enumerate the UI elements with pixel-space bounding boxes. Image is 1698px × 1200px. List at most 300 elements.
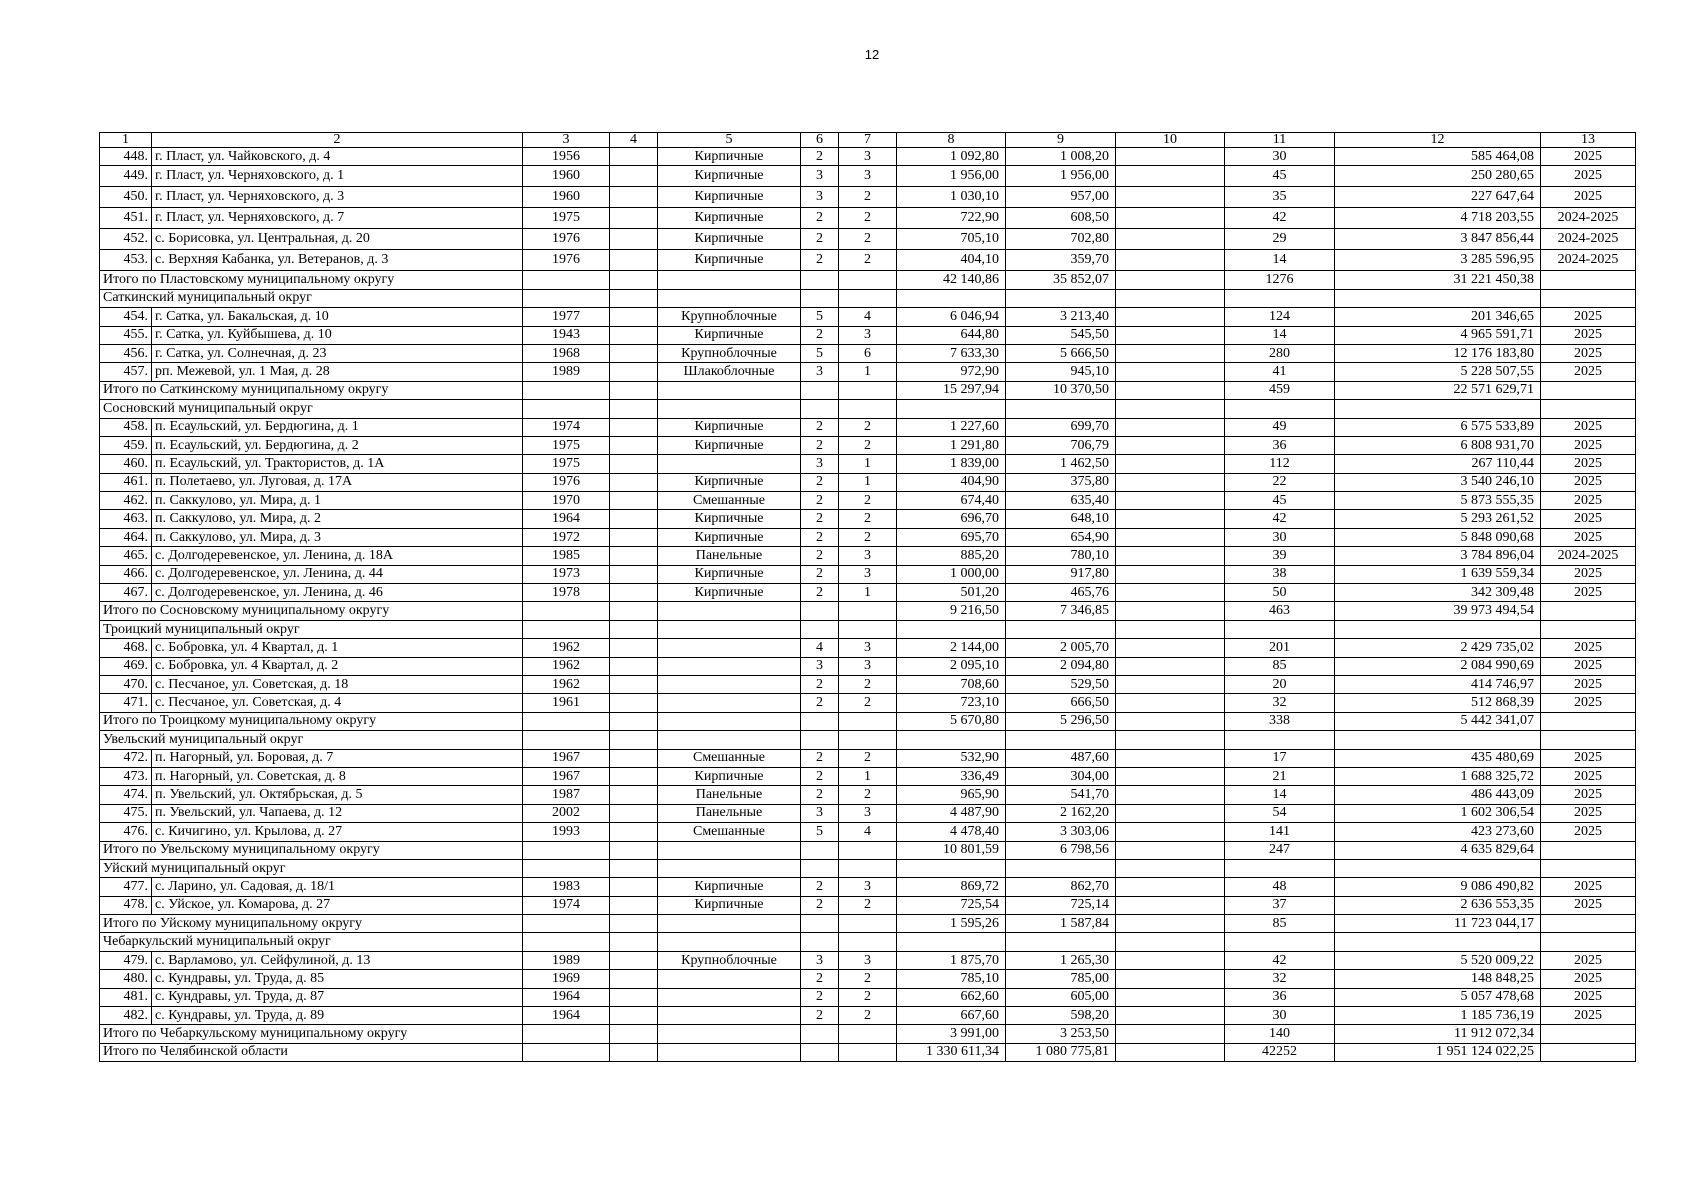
- table-cell: 2: [801, 510, 839, 528]
- table-row: [100, 547, 1636, 565]
- table-cell: [658, 712, 801, 730]
- table-cell: с. Кичигино, ул. Крылова, д. 27: [152, 823, 523, 841]
- table-cell: [1116, 859, 1225, 877]
- table-cell: [1116, 823, 1225, 841]
- table-cell: [658, 970, 801, 988]
- table-row: [100, 166, 1636, 187]
- table-cell: 2025: [1541, 308, 1636, 326]
- table-cell: 1 008,20: [1006, 148, 1116, 166]
- table-cell: [839, 712, 897, 730]
- table-cell: 2 636 553,35: [1335, 896, 1541, 914]
- table-cell: 48: [1225, 878, 1335, 896]
- table-cell: 482.: [100, 1007, 152, 1025]
- table-cell: 2: [801, 229, 839, 250]
- table-cell: [523, 620, 610, 638]
- table-cell: [658, 271, 801, 289]
- table-cell: п. Нагорный, ул. Советская, д. 8: [152, 767, 523, 785]
- table-cell: [610, 639, 658, 657]
- table-row: [100, 951, 1636, 969]
- table-cell: 467.: [100, 584, 152, 602]
- table-cell: [1116, 1043, 1225, 1061]
- table-cell: [610, 308, 658, 326]
- table-cell: 2025: [1541, 584, 1636, 602]
- table-cell: 1956: [523, 148, 610, 166]
- table-cell: [1116, 951, 1225, 969]
- table-cell: [1006, 731, 1116, 749]
- table-cell: 478.: [100, 896, 152, 914]
- table-cell: 2: [801, 694, 839, 712]
- table-cell: 1960: [523, 166, 610, 187]
- table-cell: [610, 657, 658, 675]
- table-cell: [801, 859, 839, 877]
- table-cell: 1: [839, 363, 897, 381]
- table-cell: п. Увельский, ул. Октябрьская, д. 5: [152, 786, 523, 804]
- table-cell: 124: [1225, 308, 1335, 326]
- table-cell: 469.: [100, 657, 152, 675]
- table-cell: Итого по Уйскому муниципальному округу: [100, 915, 523, 933]
- table-cell: [1541, 841, 1636, 859]
- table-cell: 50: [1225, 584, 1335, 602]
- table-cell: 2: [839, 418, 897, 436]
- table-cell: 2: [839, 187, 897, 208]
- table-cell: [1006, 859, 1116, 877]
- table-cell: 3: [839, 166, 897, 187]
- table-cell: 49: [1225, 418, 1335, 436]
- table-cell: 3 213,40: [1006, 308, 1116, 326]
- table-cell: 1983: [523, 878, 610, 896]
- table-cell: 3 540 246,10: [1335, 473, 1541, 491]
- table-cell: 2025: [1541, 187, 1636, 208]
- table-cell: 1 602 306,54: [1335, 804, 1541, 822]
- table-cell: [658, 455, 801, 473]
- table-cell: 454.: [100, 308, 152, 326]
- table-cell: [839, 1025, 897, 1043]
- table-cell: 1967: [523, 767, 610, 785]
- table-cell: 1977: [523, 308, 610, 326]
- table-cell: [658, 400, 801, 418]
- table-cell: п. Есаульский, ул. Бердюгина, д. 1: [152, 418, 523, 436]
- table-cell: [1335, 731, 1541, 749]
- table-cell: 2025: [1541, 951, 1636, 969]
- table-cell: 541,70: [1006, 786, 1116, 804]
- table-cell: 1943: [523, 326, 610, 344]
- column-number-7: 7: [839, 133, 897, 148]
- table-cell: [1116, 878, 1225, 896]
- table-cell: 461.: [100, 473, 152, 491]
- table-cell: [1116, 473, 1225, 491]
- table-cell: [610, 473, 658, 491]
- table-cell: 32: [1225, 694, 1335, 712]
- table-cell: [610, 148, 658, 166]
- table-cell: 2: [839, 492, 897, 510]
- table-cell: [801, 620, 839, 638]
- table-row: [100, 675, 1636, 693]
- table-cell: 1974: [523, 418, 610, 436]
- table-cell: 201 346,65: [1335, 308, 1541, 326]
- table-cell: 458.: [100, 418, 152, 436]
- table-cell: 1 951 124 022,25: [1335, 1043, 1541, 1061]
- table-cell: 35 852,07: [1006, 271, 1116, 289]
- table-cell: 3: [839, 878, 897, 896]
- table-cell: [523, 1043, 610, 1061]
- table-row: [100, 528, 1636, 546]
- table-cell: с. Песчаное, ул. Советская, д. 4: [152, 694, 523, 712]
- table-cell: 21: [1225, 767, 1335, 785]
- table-cell: [897, 933, 1006, 951]
- table-cell: 635,40: [1006, 492, 1116, 510]
- table-cell: 1975: [523, 455, 610, 473]
- table-cell: с. Песчаное, ул. Советская, д. 18: [152, 675, 523, 693]
- table-cell: [1006, 620, 1116, 638]
- table-cell: [523, 933, 610, 951]
- table-cell: 644,80: [897, 326, 1006, 344]
- total-row: [100, 1043, 1636, 1061]
- table-cell: 2025: [1541, 565, 1636, 583]
- table-cell: [658, 731, 801, 749]
- table-cell: 5: [801, 823, 839, 841]
- section-header-row: [100, 731, 1636, 749]
- table-cell: Крупноблочные: [658, 951, 801, 969]
- table-cell: 11 912 072,34: [1335, 1025, 1541, 1043]
- table-cell: 448.: [100, 148, 152, 166]
- table-row: [100, 639, 1636, 657]
- table-cell: [897, 289, 1006, 307]
- table-cell: 1969: [523, 970, 610, 988]
- table-cell: 2 144,00: [897, 639, 1006, 657]
- table-cell: 2: [801, 473, 839, 491]
- table-cell: Итого по Чебаркульскому муниципальному округу: [100, 1025, 523, 1043]
- table-cell: [839, 620, 897, 638]
- table-cell: [610, 528, 658, 546]
- table-cell: [1116, 455, 1225, 473]
- table-cell: [610, 344, 658, 362]
- table-cell: [610, 289, 658, 307]
- table-cell: 7 633,30: [897, 344, 1006, 362]
- table-cell: 456.: [100, 344, 152, 362]
- table-cell: [610, 381, 658, 399]
- table-cell: 5 442 341,07: [1335, 712, 1541, 730]
- column-number-10: 10: [1116, 133, 1225, 148]
- table-cell: 608,50: [1006, 208, 1116, 229]
- table-cell: Панельные: [658, 786, 801, 804]
- table-cell: 15 297,94: [897, 381, 1006, 399]
- table-cell: 141: [1225, 823, 1335, 841]
- table-cell: [1335, 859, 1541, 877]
- table-cell: 475.: [100, 804, 152, 822]
- table-cell: [658, 289, 801, 307]
- table-cell: 2: [801, 584, 839, 602]
- table-cell: 31 221 450,38: [1335, 271, 1541, 289]
- table-cell: Кирпичные: [658, 187, 801, 208]
- table-cell: 654,90: [1006, 528, 1116, 546]
- table-cell: 598,20: [1006, 1007, 1116, 1025]
- table-cell: 2025: [1541, 528, 1636, 546]
- table-cell: [839, 933, 897, 951]
- table-cell: 17: [1225, 749, 1335, 767]
- total-row: [100, 602, 1636, 620]
- table-cell: Саткинский муниципальный округ: [100, 289, 523, 307]
- table-cell: [523, 712, 610, 730]
- table-cell: Кирпичные: [658, 473, 801, 491]
- table-cell: 487,60: [1006, 749, 1116, 767]
- column-number-13: 13: [1541, 133, 1636, 148]
- table-row: [100, 326, 1636, 344]
- table-cell: 463: [1225, 602, 1335, 620]
- section-header-row: [100, 400, 1636, 418]
- table-cell: 37: [1225, 896, 1335, 914]
- table-cell: [658, 1025, 801, 1043]
- table-cell: 702,80: [1006, 229, 1116, 250]
- table-cell: [610, 620, 658, 638]
- table-cell: Итого по Увельскому муниципальному округу: [100, 841, 523, 859]
- table-row: [100, 473, 1636, 491]
- table-cell: 972,90: [897, 363, 1006, 381]
- table-cell: 917,80: [1006, 565, 1116, 583]
- table-cell: 2025: [1541, 148, 1636, 166]
- table-cell: 480.: [100, 970, 152, 988]
- table-cell: [1116, 933, 1225, 951]
- table-cell: г. Сатка, ул. Куйбышева, д. 10: [152, 326, 523, 344]
- table-cell: 2025: [1541, 657, 1636, 675]
- table-cell: [1116, 344, 1225, 362]
- table-cell: [610, 804, 658, 822]
- table-cell: 2025: [1541, 344, 1636, 362]
- table-cell: Шлакоблочные: [658, 363, 801, 381]
- table-cell: 585 464,08: [1335, 148, 1541, 166]
- table-cell: [801, 731, 839, 749]
- table-cell: 2: [839, 229, 897, 250]
- table-cell: 452.: [100, 229, 152, 250]
- table-cell: [658, 639, 801, 657]
- table-cell: 2: [801, 250, 839, 271]
- table-cell: Кирпичные: [658, 565, 801, 583]
- table-cell: [610, 896, 658, 914]
- table-cell: 1962: [523, 675, 610, 693]
- table-cell: [523, 915, 610, 933]
- table-cell: 42 140,86: [897, 271, 1006, 289]
- table-cell: 3: [801, 455, 839, 473]
- table-cell: 667,60: [897, 1007, 1006, 1025]
- table-cell: 336,49: [897, 767, 1006, 785]
- table-cell: 6: [839, 344, 897, 362]
- table-cell: 2025: [1541, 749, 1636, 767]
- table-cell: п. Есаульский, ул. Бердюгина, д. 2: [152, 436, 523, 454]
- column-number-row: [100, 133, 1636, 148]
- table-cell: 54: [1225, 804, 1335, 822]
- table-cell: [610, 565, 658, 583]
- table-cell: 4 718 203,55: [1335, 208, 1541, 229]
- table-cell: 30: [1225, 528, 1335, 546]
- table-cell: Панельные: [658, 547, 801, 565]
- table-cell: [1116, 694, 1225, 712]
- table-cell: Кирпичные: [658, 229, 801, 250]
- table-cell: [610, 455, 658, 473]
- page-number: 12: [864, 47, 880, 62]
- table-cell: 2025: [1541, 675, 1636, 693]
- table-cell: [610, 915, 658, 933]
- table-cell: 2025: [1541, 492, 1636, 510]
- table-cell: [839, 602, 897, 620]
- table-cell: [610, 547, 658, 565]
- table-cell: 1962: [523, 657, 610, 675]
- table-cell: 280: [1225, 344, 1335, 362]
- table-cell: [610, 878, 658, 896]
- table-cell: [523, 271, 610, 289]
- table-cell: [523, 602, 610, 620]
- table-cell: [610, 250, 658, 271]
- table-cell: 5 296,50: [1006, 712, 1116, 730]
- table-row: [100, 436, 1636, 454]
- table-cell: 780,10: [1006, 547, 1116, 565]
- table-cell: [801, 712, 839, 730]
- table-cell: [1225, 731, 1335, 749]
- table-cell: 1 291,80: [897, 436, 1006, 454]
- table-cell: 1961: [523, 694, 610, 712]
- column-number-6: 6: [801, 133, 839, 148]
- table-cell: 2025: [1541, 878, 1636, 896]
- table-cell: [839, 381, 897, 399]
- table-cell: 342 309,48: [1335, 584, 1541, 602]
- table-cell: [523, 381, 610, 399]
- table-cell: 5 873 555,35: [1335, 492, 1541, 510]
- table-cell: Итого по Сосновскому муниципальному округу: [100, 602, 523, 620]
- table-cell: [610, 675, 658, 693]
- table-cell: [1116, 712, 1225, 730]
- table-row: [100, 418, 1636, 436]
- table-cell: 2: [801, 767, 839, 785]
- table-cell: 1 185 736,19: [1335, 1007, 1541, 1025]
- table-row: [100, 657, 1636, 675]
- table-cell: 1 030,10: [897, 187, 1006, 208]
- table-cell: 666,50: [1006, 694, 1116, 712]
- table-cell: 957,00: [1006, 187, 1116, 208]
- table-row: [100, 786, 1636, 804]
- table-cell: 481.: [100, 988, 152, 1006]
- total-row: [100, 1025, 1636, 1043]
- table-cell: 648,10: [1006, 510, 1116, 528]
- table-cell: [1541, 1043, 1636, 1061]
- table-cell: 5 848 090,68: [1335, 528, 1541, 546]
- table-cell: с. Ларино, ул. Садовая, д. 18/1: [152, 878, 523, 896]
- table-cell: 1 462,50: [1006, 455, 1116, 473]
- table-cell: 2: [839, 694, 897, 712]
- table-cell: 1 092,80: [897, 148, 1006, 166]
- table-row: [100, 823, 1636, 841]
- table-cell: 705,10: [897, 229, 1006, 250]
- table-cell: 723,10: [897, 694, 1006, 712]
- table-cell: [839, 841, 897, 859]
- table-cell: 1973: [523, 565, 610, 583]
- table-cell: [801, 381, 839, 399]
- table-cell: 4 965 591,71: [1335, 326, 1541, 344]
- table-cell: 1987: [523, 786, 610, 804]
- table-cell: Троицкий муниципальный округ: [100, 620, 523, 638]
- table-row: [100, 208, 1636, 229]
- table-cell: [610, 492, 658, 510]
- table-cell: 472.: [100, 749, 152, 767]
- table-cell: [1116, 804, 1225, 822]
- table-cell: 1962: [523, 639, 610, 657]
- table-cell: [1541, 400, 1636, 418]
- table-cell: 945,10: [1006, 363, 1116, 381]
- table-cell: г. Пласт, ул. Черняховского, д. 3: [152, 187, 523, 208]
- table-cell: [610, 1043, 658, 1061]
- table-cell: 2025: [1541, 1007, 1636, 1025]
- table-cell: 3: [839, 326, 897, 344]
- table-cell: 473.: [100, 767, 152, 785]
- section-header-row: [100, 859, 1636, 877]
- table-cell: 2025: [1541, 639, 1636, 657]
- table-cell: [1116, 731, 1225, 749]
- table-cell: [1541, 381, 1636, 399]
- table-row: [100, 308, 1636, 326]
- table-cell: [610, 510, 658, 528]
- table-cell: Смешанные: [658, 492, 801, 510]
- column-number-9: 9: [1006, 133, 1116, 148]
- table-cell: 3: [839, 148, 897, 166]
- table-cell: 1: [839, 584, 897, 602]
- table-cell: [610, 970, 658, 988]
- column-number-11: 11: [1225, 133, 1335, 148]
- table-row: [100, 344, 1636, 362]
- table-cell: 4 487,90: [897, 804, 1006, 822]
- table-cell: 5 666,50: [1006, 344, 1116, 362]
- table-cell: 4: [801, 639, 839, 657]
- table-cell: 2025: [1541, 988, 1636, 1006]
- housing-table: [99, 132, 1636, 1062]
- table-cell: [1116, 250, 1225, 271]
- table-cell: 3: [801, 166, 839, 187]
- table-cell: 2: [839, 1007, 897, 1025]
- table-cell: 41: [1225, 363, 1335, 381]
- table-cell: 462.: [100, 492, 152, 510]
- table-cell: [839, 859, 897, 877]
- table-cell: [1541, 731, 1636, 749]
- table-cell: 2: [839, 510, 897, 528]
- table-cell: 471.: [100, 694, 152, 712]
- table-cell: 4: [839, 308, 897, 326]
- table-cell: 2 084 990,69: [1335, 657, 1541, 675]
- table-cell: 2: [801, 492, 839, 510]
- table-cell: 30: [1225, 1007, 1335, 1025]
- table-cell: 227 647,64: [1335, 187, 1541, 208]
- table-cell: 3 303,06: [1006, 823, 1116, 841]
- table-cell: 359,70: [1006, 250, 1116, 271]
- table-cell: 1976: [523, 473, 610, 491]
- table-cell: 1975: [523, 436, 610, 454]
- table-cell: г. Пласт, ул. Чайковского, д. 4: [152, 148, 523, 166]
- table-cell: 449.: [100, 166, 152, 187]
- table-cell: [658, 933, 801, 951]
- table-cell: [610, 786, 658, 804]
- table-cell: 457.: [100, 363, 152, 381]
- table-cell: [610, 208, 658, 229]
- table-cell: [897, 620, 1006, 638]
- table-cell: [1116, 1007, 1225, 1025]
- table-cell: 1967: [523, 749, 610, 767]
- table-cell: 785,00: [1006, 970, 1116, 988]
- table-cell: 460.: [100, 455, 152, 473]
- table-cell: 725,14: [1006, 896, 1116, 914]
- table-row: [100, 896, 1636, 914]
- table-cell: 2: [839, 250, 897, 271]
- table-cell: [1541, 602, 1636, 620]
- table-cell: [1116, 510, 1225, 528]
- table-row: [100, 767, 1636, 785]
- table-cell: п. Саккулово, ул. Мира, д. 1: [152, 492, 523, 510]
- table-cell: 1: [839, 767, 897, 785]
- table-cell: 785,10: [897, 970, 1006, 988]
